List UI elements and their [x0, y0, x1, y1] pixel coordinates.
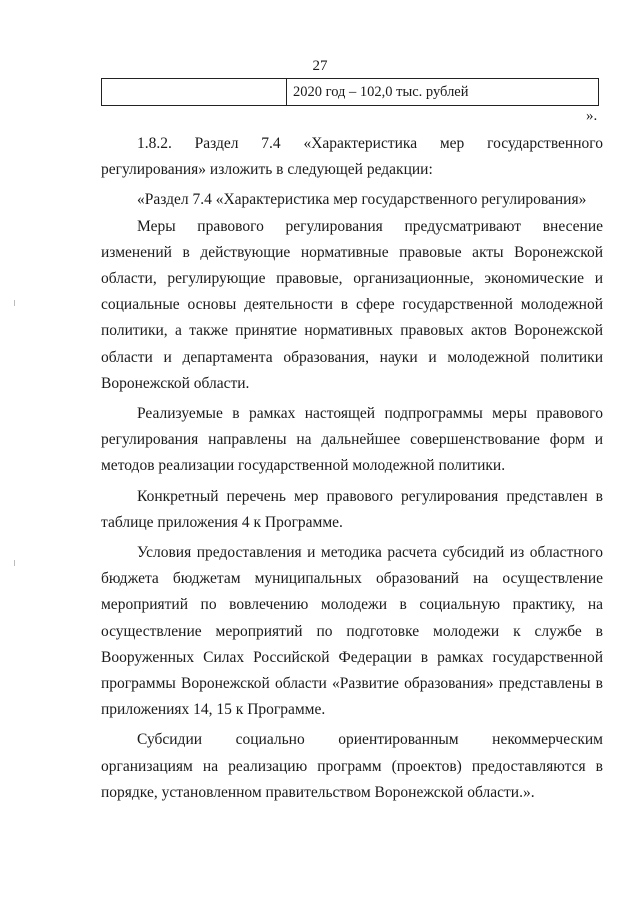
paragraph: Условия предоставления и методика расчета субсидий из областного бюджета бюджетам муниципальных образований на осуществление мероприятий по вовлечению молодежи в социальную практику, на осуществление мероприятий по подготовке молодежи к службе в Вооруженных Силах Российской Федерации в рамках государственной программы Воронежской области «Развитие образования» представлены в приложениях 14, 15 к Программе.	[101, 544, 603, 719]
closing-quote: ».	[586, 108, 598, 124]
table-cell-right: 2020 год – 102,0 тыс. рублей	[287, 79, 599, 106]
paragraph-amendment: 1.8.2. Раздел 7.4 «Характеристика мер государственного регулирования» изложить в следующей редакции:	[101, 135, 603, 179]
paragraph: Субсидии социально ориентированным некоммерческим организациям на реализацию программ (проектов) предоставляются в порядке, установленном правительством Воронежской области.».	[101, 731, 603, 801]
table-row	[102, 79, 599, 106]
scan-artifact	[14, 300, 15, 306]
page-number: 27	[312, 58, 328, 74]
scan-artifact	[14, 560, 15, 566]
budget-table-fragment	[101, 78, 599, 106]
paragraph: Конкретный перечень мер правового регулирования представлен в таблице приложения 4 к Программе.	[101, 487, 603, 531]
paragraph: Реализуемые в рамках настоящей подпрограммы меры правового регулирования направлены на дальнейшее совершенствование форм и методов реализации государственной молодежной политики.	[101, 405, 603, 475]
paragraph: Меры правового регулирования предусматривают внесение изменений в действующие нормативные правовые акты Воронежской области, регулирующие правовые, организационные, экономические и социальные основы деятельности в сфере государственной молодежной политики, а также принятие нормативных правовых актов Воронежской области и департамента образования, науки и молодежной политики Воронежской области.	[101, 217, 603, 392]
paragraph-section-heading: «Раздел 7.4 «Характеристика мер государственного регулирования»	[137, 191, 587, 209]
table-cell-left	[102, 79, 287, 106]
document-body	[101, 131, 603, 806]
